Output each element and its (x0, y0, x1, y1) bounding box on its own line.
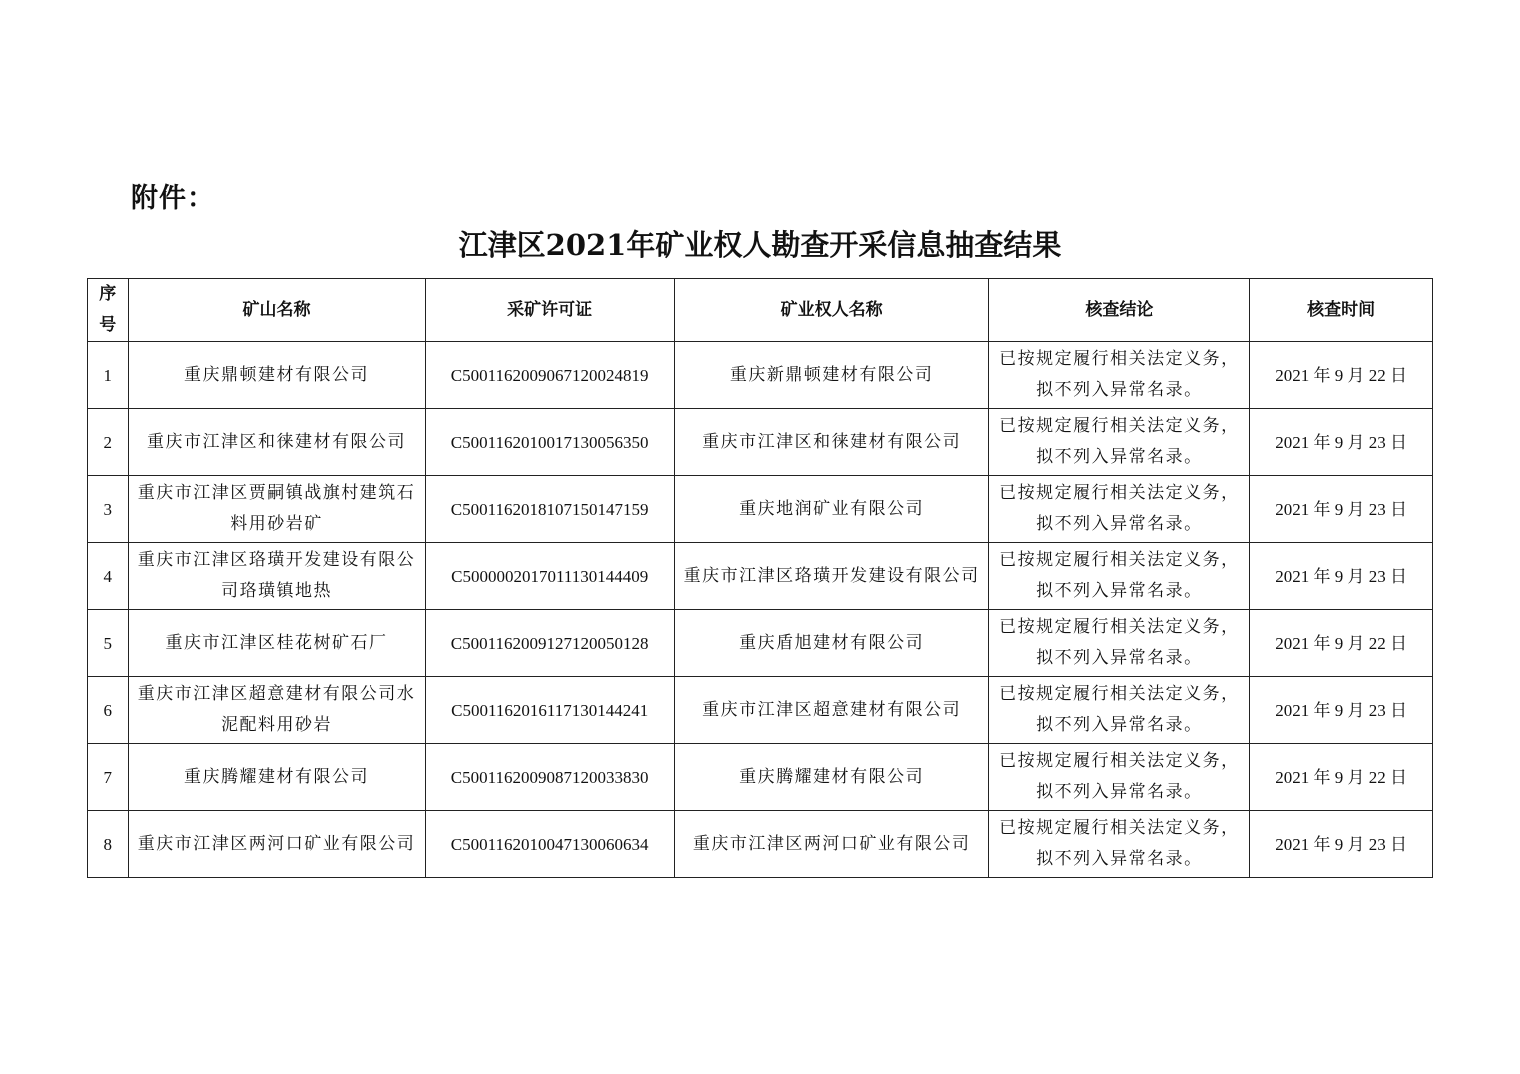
row-number: 5 (88, 610, 129, 677)
inspection-date: 2021 年 9 月 22 日 (1250, 610, 1433, 677)
owner-name: 重庆市江津区超意建材有限公司 (674, 677, 989, 744)
table-row (88, 409, 1433, 476)
owner-name: 重庆腾耀建材有限公司 (674, 744, 989, 811)
conclusion: 已按规定履行相关法定义务，拟不列入异常名录。 (989, 677, 1250, 744)
row-number: 8 (88, 811, 129, 878)
mine-name: 重庆市江津区超意建材有限公司水泥配料用砂岩 (128, 677, 425, 744)
owner-name: 重庆市江津区两河口矿业有限公司 (674, 811, 989, 878)
conclusion: 已按规定履行相关法定义务，拟不列入异常名录。 (989, 811, 1250, 878)
table-row (88, 476, 1433, 543)
header-mine-name: 矿山名称 (128, 279, 425, 342)
header-conclusion: 核查结论 (989, 279, 1250, 342)
document-title: 江津区2021年矿业权人勘查开采信息抽查结果 (458, 228, 1062, 262)
table-row (88, 610, 1433, 677)
owner-name: 重庆地润矿业有限公司 (674, 476, 989, 543)
conclusion: 已按规定履行相关法定义务，拟不列入异常名录。 (989, 744, 1250, 811)
row-number: 7 (88, 744, 129, 811)
header-no: 序号 (88, 279, 129, 342)
table-row (88, 543, 1433, 610)
owner-name: 重庆市江津区和徕建材有限公司 (674, 409, 989, 476)
row-number: 6 (88, 677, 129, 744)
license-number: C5001162016117130144241 (425, 677, 674, 744)
inspection-date: 2021 年 9 月 22 日 (1250, 342, 1433, 409)
mine-name: 重庆市江津区和徕建材有限公司 (128, 409, 425, 476)
inspection-date: 2021 年 9 月 22 日 (1250, 744, 1433, 811)
inspection-date: 2021 年 9 月 23 日 (1250, 543, 1433, 610)
license-number: C5001162010017130056350 (425, 409, 674, 476)
table-row (88, 342, 1433, 409)
license-number: C5000002017011130144409 (425, 543, 674, 610)
owner-name: 重庆盾旭建材有限公司 (674, 610, 989, 677)
row-number: 4 (88, 543, 129, 610)
row-number: 2 (88, 409, 129, 476)
inspection-date: 2021 年 9 月 23 日 (1250, 476, 1433, 543)
table-header-row (88, 279, 1433, 342)
header-date: 核查时间 (1250, 279, 1433, 342)
conclusion: 已按规定履行相关法定义务，拟不列入异常名录。 (989, 476, 1250, 543)
mine-name: 重庆鼎顿建材有限公司 (128, 342, 425, 409)
conclusion: 已按规定履行相关法定义务，拟不列入异常名录。 (989, 409, 1250, 476)
mine-name: 重庆腾耀建材有限公司 (128, 744, 425, 811)
license-number: C5001162018107150147159 (425, 476, 674, 543)
header-license: 采矿许可证 (425, 279, 674, 342)
inspection-date: 2021 年 9 月 23 日 (1250, 677, 1433, 744)
inspection-date: 2021 年 9 月 23 日 (1250, 409, 1433, 476)
conclusion: 已按规定履行相关法定义务，拟不列入异常名录。 (989, 610, 1250, 677)
table-row (88, 744, 1433, 811)
owner-name: 重庆市江津区珞璜开发建设有限公司 (674, 543, 989, 610)
header-owner-name: 矿业权人名称 (674, 279, 989, 342)
mine-name: 重庆市江津区两河口矿业有限公司 (128, 811, 425, 878)
license-number: C5001162010047130060634 (425, 811, 674, 878)
conclusion: 已按规定履行相关法定义务，拟不列入异常名录。 (989, 342, 1250, 409)
table-row (88, 677, 1433, 744)
mine-name: 重庆市江津区贾嗣镇战旗村建筑石料用砂岩矿 (128, 476, 425, 543)
conclusion: 已按规定履行相关法定义务，拟不列入异常名录。 (989, 543, 1250, 610)
inspection-results-table (87, 278, 1433, 878)
row-number: 1 (88, 342, 129, 409)
inspection-date: 2021 年 9 月 23 日 (1250, 811, 1433, 878)
license-number: C5001162009127120050128 (425, 610, 674, 677)
owner-name: 重庆新鼎顿建材有限公司 (674, 342, 989, 409)
license-number: C5001162009067120024819 (425, 342, 674, 409)
mine-name: 重庆市江津区桂花树矿石厂 (128, 610, 425, 677)
mine-name: 重庆市江津区珞璜开发建设有限公司珞璜镇地热 (128, 543, 425, 610)
license-number: C5001162009087120033830 (425, 744, 674, 811)
attachment-label: 附件： (131, 183, 215, 214)
table-row (88, 811, 1433, 878)
row-number: 3 (88, 476, 129, 543)
